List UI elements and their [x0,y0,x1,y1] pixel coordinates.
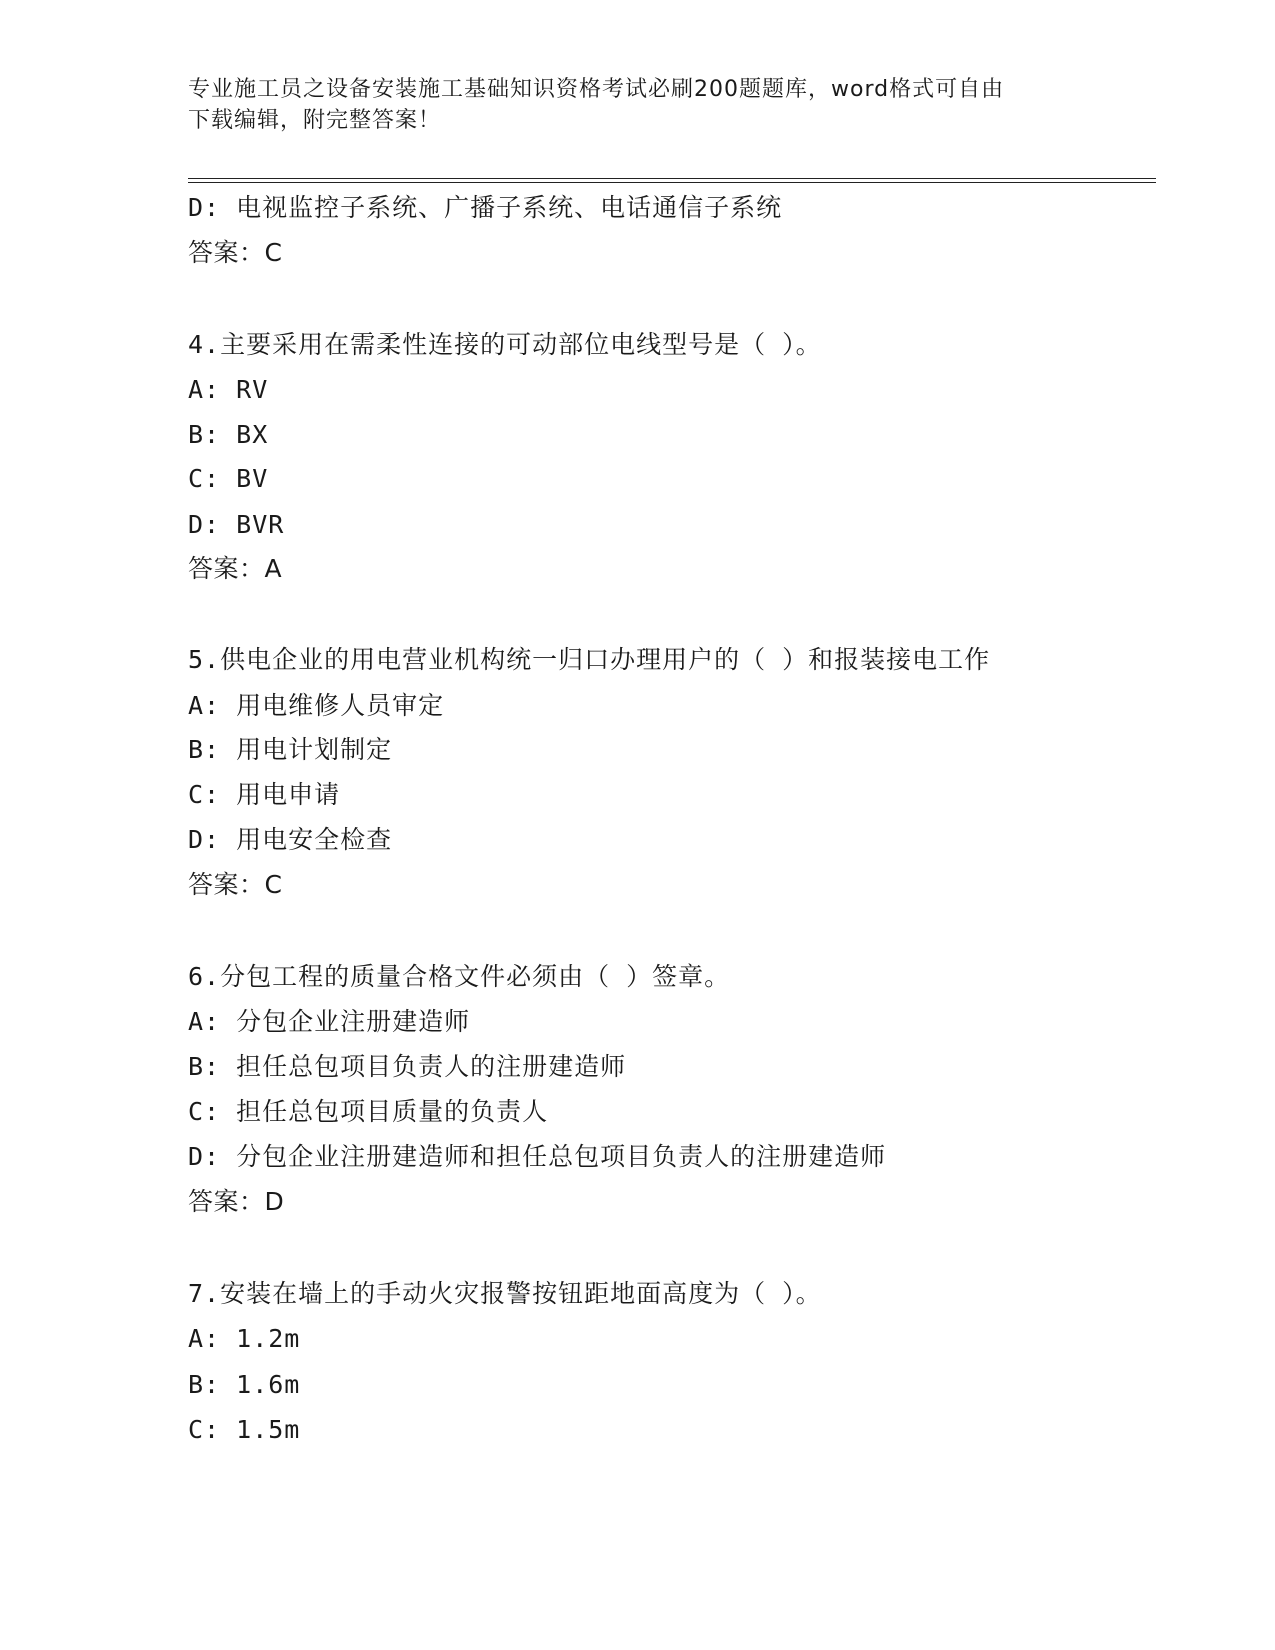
q4-option-d: D: BVR [188,510,285,539]
q5-question: 5.供电企业的用电营业机构统一归口办理用户的（ ）和报装接电工作 [188,645,991,674]
q4-option-b: B: BX [188,420,269,449]
q5-option-c: C: 用电申请 [188,780,341,809]
q7-option-c: C: 1.5m [188,1415,301,1444]
header-divider [188,178,1156,183]
q5-option-b: B: 用电计划制定 [188,735,393,764]
q4-question: 4.主要采用在需柔性连接的可动部位电线型号是（ ）。 [188,330,822,359]
q4-option-a: A: RV [188,375,269,404]
q5-option-d: D: 用电安全检查 [188,825,393,854]
q3-answer: 答案：C [188,238,283,267]
q4-answer: 答案：A [188,554,283,583]
q7-option-b: B: 1.6m [188,1370,301,1399]
q6-option-c: C: 担任总包项目质量的负责人 [188,1097,549,1126]
q5-option-a: A: 用电维修人员审定 [188,691,445,720]
q6-option-a: A: 分包企业注册建造师 [188,1007,471,1036]
q6-question: 6.分包工程的质量合格文件必须由（ ）签章。 [188,962,731,991]
q6-option-b: B: 担任总包项目负责人的注册建造师 [188,1052,627,1081]
q6-option-d: D: 分包企业注册建造师和担任总包项目负责人的注册建造师 [188,1142,887,1171]
header-title-line-1: 专业施工员之设备安装施工基础知识资格考试必刷200题题库，word格式可自由 [188,77,1005,102]
q4-option-c: C: BV [188,464,269,493]
q6-answer: 答案：D [188,1187,285,1216]
q7-option-a: A: 1.2m [188,1324,301,1353]
header-title-line-2: 下载编辑，附完整答案！ [188,108,442,133]
q5-answer: 答案：C [188,870,283,899]
q7-question: 7.安装在墙上的手动火灾报警按钮距地面高度为（ ）。 [188,1279,822,1308]
document-header [188,74,1088,136]
q3-option-d: D: 电视监控子系统、广播子系统、电话通信子系统 [188,193,783,222]
